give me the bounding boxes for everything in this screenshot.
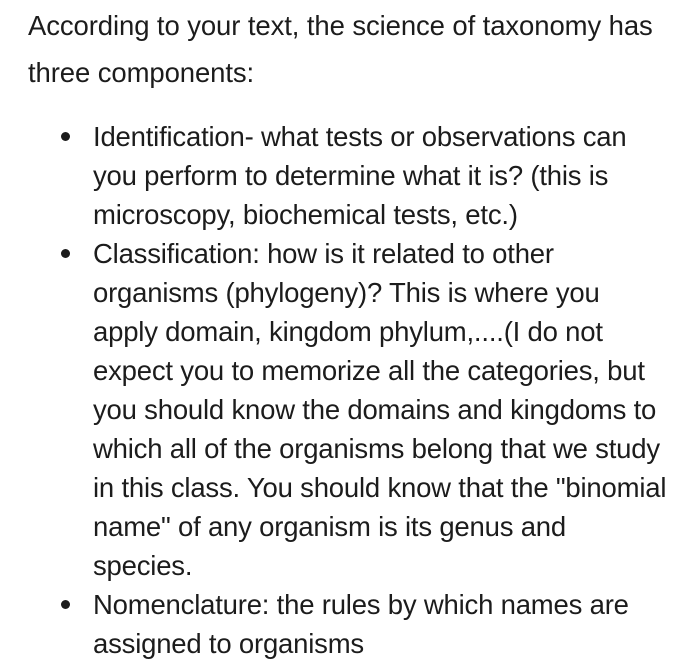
list-item-classification: [0, 234, 700, 585]
list-item-text: Identification- what tests or observations can you perform to determine what it is? (this is microscopy, biochemical tests, etc.): [93, 121, 627, 230]
components-list: [0, 117, 700, 663]
list-item-text: Nomenclature: the rules by which names are assigned to organisms: [93, 589, 629, 659]
list-item-text: Classification: how is it related to other organisms (phylogeny)? This is where you apply domain, kingdom phylum,....(I do not expect you to memorize all the categories, but you should know the domains and kingdoms to which all of the organisms belong that we study in this class. You should know that the "binomial name" of any organism is its genus and species.: [93, 238, 667, 581]
bullet-icon: [61, 249, 70, 258]
bullet-icon: [61, 132, 70, 141]
list-item-identification: [0, 117, 700, 234]
list-item-nomenclature: [0, 585, 700, 663]
intro-paragraph: According to your text, the science of taxonomy has three components:: [28, 10, 653, 88]
bullet-icon: [61, 600, 70, 609]
